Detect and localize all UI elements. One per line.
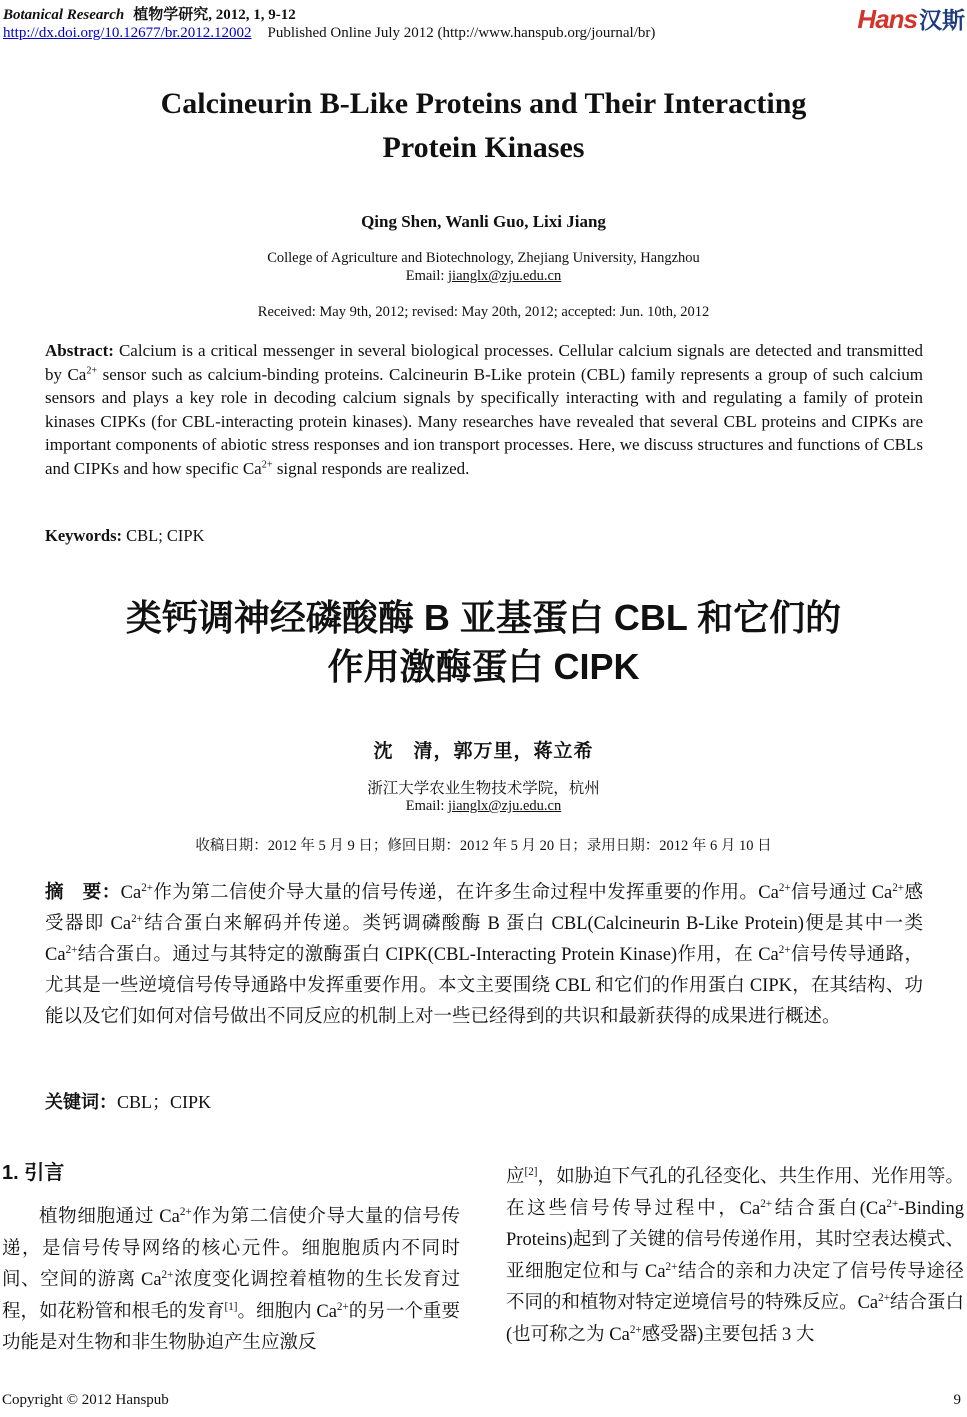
paper-title-english [0,82,967,170]
intro-paragraph-left: 植物细胞通过 $Ca^{2+}$作为第二信使介导大量的信号传递，是信号传导网络的核心元件。细胞胞质内不同时间、空间的游离 $Ca^{2+}$浓度变化调控着植物的生长发育过程，如花粉管和根毛的发育[1]。细胞内 $Ca^{2+}$的另一个重要功能是对生物和非生物胁迫产生应激反 [2,1205,460,1353]
abstract-paragraph-chinese [45,876,923,1033]
journal-issue-info: 植物学研究, 2012, 1, 9-12 [133,7,296,23]
cn-keywords-text: CBL；CIPK [117,1092,212,1112]
submission-dates-chinese: 收稿日期：2012 年 5 月 9 日；修回日期：2012 年 5 月 20 日；录用日期：2012 年 6 月 10 日 [195,838,772,854]
keywords-line-chinese [45,1088,211,1114]
footer-copyright: Copyright © 2012 Hanspub [2,1392,169,1408]
affiliation-chinese: 浙江大学农业生物技术学院，杭州 [367,780,600,797]
right-column [506,1160,964,1360]
keywords-line-english [45,526,205,546]
doi-link[interactable]: http://dx.doi.org/10.12677/br.2012.12002 [3,25,252,41]
hans-publisher-logo [857,2,965,35]
left-column [2,1160,460,1360]
email-line-chinese [0,798,967,815]
title-line-1: Calcineurin B-Like Proteins and Their Interacting [160,87,807,120]
affiliation-english: College of Agriculture and Biotechnology, Zhejiang University, Hangzhou [267,250,700,266]
abstract-paragraph [45,339,923,480]
journal-line [3,3,296,24]
email-line-english [0,268,967,285]
footer-page-number: 9 [953,1392,961,1408]
cn-title-line-2: 作用激酶蛋白 CIPK [327,646,640,687]
cn-abstract-text: $Ca^{2+}$作为第二信使介导大量的信号传递，在许多生命过程中发挥重要的作用。$Ca^{2+}$信号通过 $Ca^{2+}$感受器即 $Ca^{2+}$结合蛋白来解码并传递。类钙调磷酸酶 B 蛋白 CBL(Calcineurin B-Like Protein)便是其中一类 $Ca^{2+}$结合蛋白。通过与其特定的激酶蛋白 CIPK(CBL-Interacting Protein Kinase)作用，在 $Ca^{2+}$信号传导通路，尤其是一些逆境信号传导通路中发挥重要作用。本文主要围绕 CBL 和它们的作用蛋白 CIPK，在其结构、功能以及它们如何对信号做出不同反应的机制上对一些已经得到的共识和最新获得的成果进行概述。 [45,881,923,1027]
cn-email-label: Email: [405,798,449,814]
cn-title-line-1: 类钙调神经磷酸酶 B 亚基蛋白 CBL 和它们的 [125,597,842,638]
email-address-link[interactable]: jianglx@zju.edu.cn [448,268,562,284]
title-line-2: Protein Kinases [382,131,585,164]
journal-name: Botanical Research [3,7,125,23]
abstract-text: Calcium is a critical messenger in several biological processes. Cellular calcium signals are detected and transmitted by $Ca^{2+}$ sensor such as calcium-binding proteins. Calcineurin B-Like protein (CBL) family represents a group of such calcium sensors and plays a key role in decoding calcium signals by specifically interacting with and regulating a family of protein kinases CIPKs (for CBL-interacting protein kinases). Many researches have revealed that several CBL proteins and CIPKs are important components of abiotic stress responses and ion transport processes. Here, we discuss structures and functions of CBLs and CIPKs and how specific $Ca^{2+}$ signal responds are realized. [45,341,923,478]
email-label: Email: [405,268,449,284]
received-dates-english: Received: May 9th, 2012; revised: May 20th, 2012; accepted: Jun. 10th, 2012 [257,304,710,320]
hans-logo-latin-text: Hans [857,4,917,34]
paper-title-chinese [0,593,967,691]
abstract-label: Abstract: [45,341,114,360]
cn-abstract-label: 摘 要： [45,881,121,902]
doi-line [3,25,655,42]
published-online-text: Published Online July 2012 (http://www.hanspub.org/journal/br) [267,25,656,41]
hans-logo-cjk-text: 汉斯 [919,7,965,33]
keywords-text: CBL; CIPK [126,526,205,545]
body-columns [2,1160,965,1360]
cn-keywords-label: 关键词： [45,1092,117,1112]
cn-email-address-link[interactable]: jianglx@zju.edu.cn [448,798,562,814]
keywords-label: Keywords: [45,526,122,545]
authors-chinese: 沈 清，郭万里，蒋立希 [373,741,594,762]
intro-paragraph-right: 应[2]，如胁迫下气孔的孔径变化、共生作用、光作用等。在这些信号传导过程中，$Ca^{2+}$结合蛋白($Ca^{2+}$-Binding Proteins)起到了关键的信号传递作用，其时空表达模式、亚细胞定位和与 $Ca^{2+}$结合的亲和力决定了信号传导途径不同的和植物对特定逆境信号的特殊反应。$Ca^{2+}$结合蛋白(也可称之为 $Ca^{2+}$感受器)主要包括 3 大 [506,1165,964,1345]
authors-english: Qing Shen, Wanli Guo, Lixi Jiang [361,212,606,231]
section-heading-introduction: 1. 引言 [2,1162,65,1184]
